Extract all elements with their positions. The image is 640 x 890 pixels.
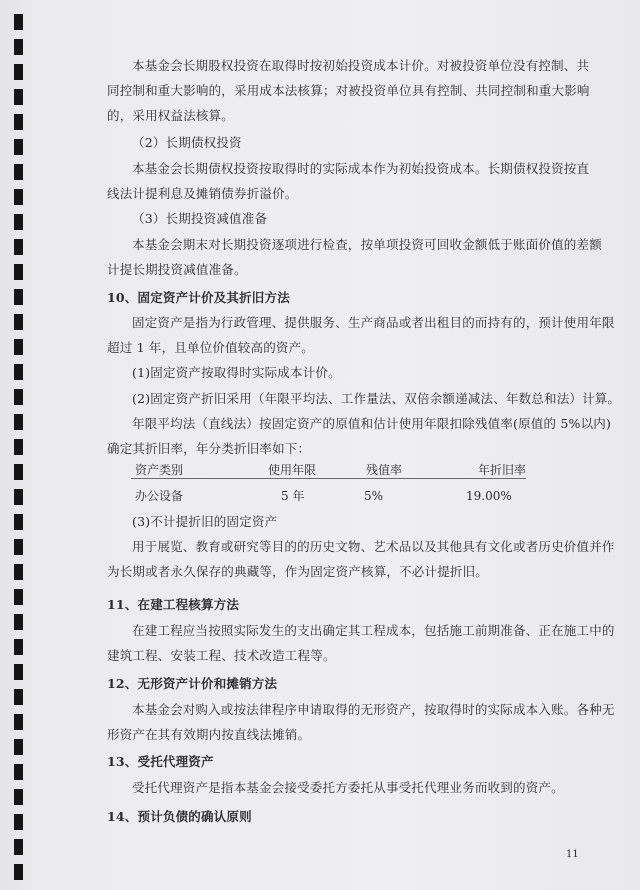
section-heading: 12、无形资产计价和摊销方法	[107, 676, 278, 691]
paragraph-line: 本基金会长期股权投资在取得时按初始投资成本计价。对被投资单位没有控制、共	[132, 58, 590, 73]
table-header-residual: 残值率	[366, 463, 403, 477]
section-heading: 14、预计负债的确认原则	[107, 809, 252, 824]
paragraph-line: 同控制和重大影响的，采用成本法核算；对被投资单位具有控制、共同控制和重大影响	[107, 83, 590, 98]
paragraph-line: (3)不计提折旧的固定资产	[132, 514, 278, 529]
table-header-category: 资产类别	[135, 463, 184, 477]
paragraph-line: 线法计提利息及摊销债券折溢价。	[107, 186, 298, 201]
paragraph-line: 计提长期投资减值准备。	[107, 262, 247, 277]
paragraph-line: 本基金会期末对长期投资逐项进行检查，按单项投资可回收金额低于账面价值的差额	[132, 237, 602, 252]
table-header-life: 使用年限	[268, 463, 317, 477]
paragraph-line: (1)固定资产按取得时实际成本计价。	[132, 365, 341, 380]
table-cell: 5%	[364, 489, 384, 503]
table-header-rate: 年折旧率	[478, 463, 527, 477]
paragraph-line: 固定资产是指为行政管理、提供服务、生产商品或者出租目的而持有的，预计使用年限	[132, 315, 615, 330]
paragraph-line: (2)固定资产折旧采用（年限平均法、工作量法、双倍余额递减法、年数总和法）计算。	[132, 391, 621, 406]
paragraph-line: 的，采用权益法核算。	[107, 108, 235, 123]
paragraph-line: 形资产在其有效期内按直线法摊销。	[107, 727, 311, 742]
paragraph-line: 本基金会长期债权投资按取得时的实际成本作为初始投资成本。长期债权投资按直	[132, 161, 590, 176]
table-cell: 5 年	[281, 489, 305, 503]
paragraph-line: 为长期或者永久保存的典藏等，作为固定资产核算，不必计提折旧。	[107, 564, 489, 579]
section-heading: 11、在建工程核算方法	[107, 597, 240, 612]
page-number: 11	[566, 849, 579, 860]
paragraph-line: 在建工程应当按照实际发生的支出确定其工程成本，包括施工前期准备、正在施工中的	[132, 623, 615, 638]
subheading: （2）长期债权投资	[132, 135, 242, 150]
section-heading: 10、固定资产计价及其折旧方法	[107, 290, 290, 305]
section-heading: 13、受托代理资产	[107, 754, 214, 769]
paragraph-line: 年限平均法（直线法）按固定资产的原值和估计使用年限扣除残值率(原值的 5%以内)	[132, 416, 612, 431]
paragraph-line: 受托代理资产是指本基金会接受委托方委托从事受托代理业务而收到的资产。	[132, 780, 564, 795]
paragraph-line: 超过 1 年，且单位价值较高的资产。	[107, 340, 315, 355]
paragraph-line: 建筑工程、安装工程、技术改造工程等。	[107, 648, 336, 663]
table-cell: 办公设备	[135, 489, 184, 503]
table-cell: 19.00%	[466, 489, 512, 503]
paragraph-line: 用于展览、教育或研究等目的的历史文物、艺术品以及其他具有文化或者历史价值并作	[132, 539, 615, 554]
table-header-rule	[131, 478, 526, 479]
paragraph-line: 确定其折旧率，年分类折旧率如下：	[107, 441, 311, 456]
subheading: （3）长期投资减值准备	[132, 211, 268, 226]
paragraph-line: 本基金会对购入或按法律程序申请取得的无形资产，按取得时的实际成本入账。各种无	[132, 702, 615, 717]
